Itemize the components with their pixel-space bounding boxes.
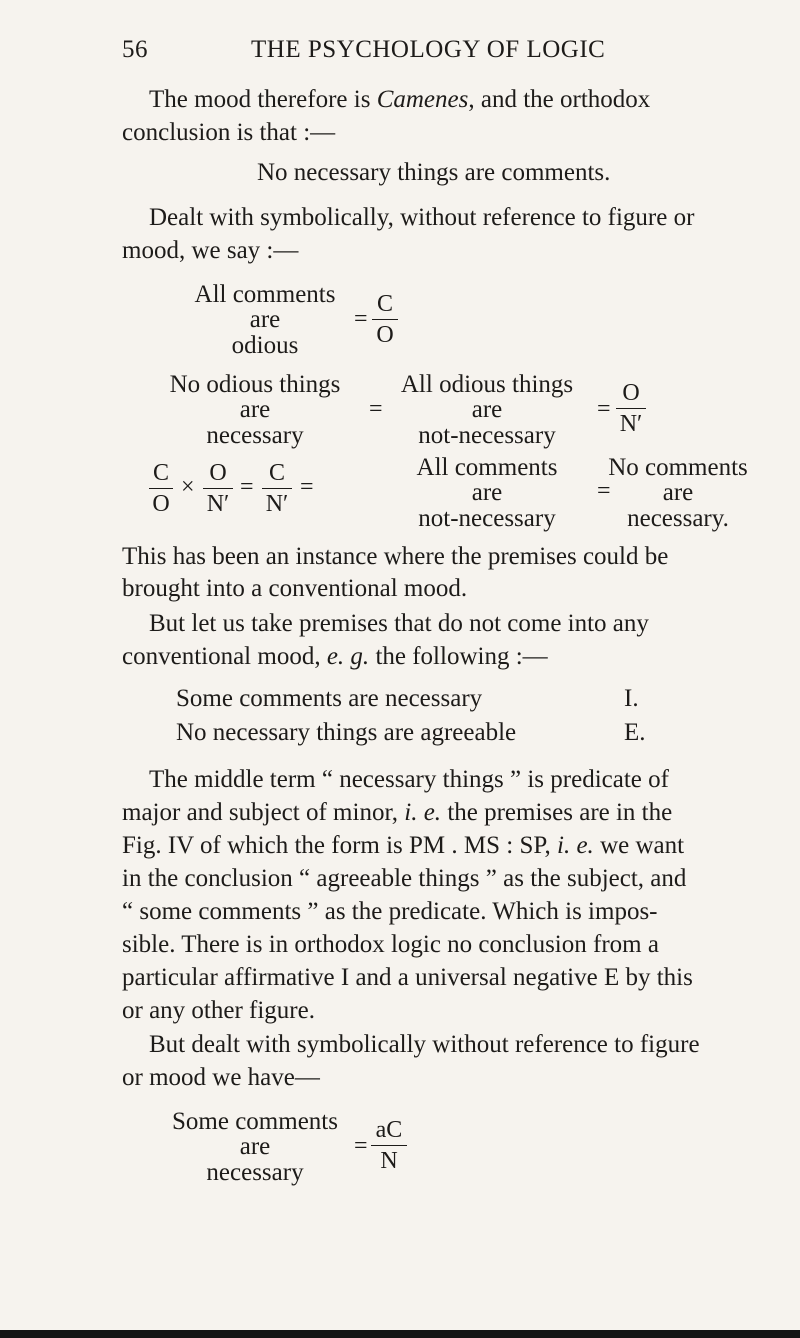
statement-predicate: necessary — [206, 422, 304, 449]
abbrev-eg: e. g. — [326, 643, 370, 670]
paragraph-line: conclusion is that :— — [122, 119, 336, 146]
premise-text: No necessary things are agreeable — [176, 719, 517, 746]
statement-subject: No odious things — [169, 371, 341, 398]
conclusion-statement: No necessary things are comments. — [257, 159, 611, 186]
paragraph-line: Dealt with symbolically, without reference to figure or — [149, 204, 695, 231]
paragraph-line: But dealt with symbolically without reference to figure — [149, 1031, 700, 1058]
equals-sign: = — [240, 474, 254, 500]
equals-sign: = — [597, 396, 611, 422]
fraction-o-over-n-prime: O N′ — [616, 381, 646, 436]
premise-text: Some comments are necessary — [176, 685, 483, 712]
times-sign: × — [181, 474, 195, 500]
equals-sign: = — [369, 396, 383, 422]
paragraph-line: or mood we have— — [122, 1064, 320, 1091]
statement-subject: All comments — [194, 281, 336, 308]
paragraph-line: brought into a conventional mood. — [122, 575, 468, 602]
equals-sign: = — [354, 1133, 368, 1159]
page-bottom-edge — [0, 1330, 800, 1338]
paragraph-line: sible. There is in orthodox logic no conclusion from a — [122, 931, 659, 958]
fraction-ac-over-n: aC N — [371, 1118, 407, 1173]
paragraph-line: or any other figure. — [122, 997, 315, 1024]
running-title: THE PSYCHOLOGY OF LOGIC — [251, 36, 606, 63]
statement-copula: are — [249, 306, 281, 333]
statement-predicate: odious — [231, 332, 299, 359]
paragraph-line: This has been an instance where the premises could be — [122, 543, 669, 570]
paragraph-line: conventional mood, e. g. the following :— — [122, 643, 548, 670]
statement-predicate: necessary — [206, 1159, 304, 1186]
formula-fraction: C N′ — [262, 461, 292, 516]
statement-copula: are — [239, 396, 271, 423]
statement-copula: are — [662, 479, 694, 506]
paragraph-line: Fig. IV of which the form is PM . MS : SP, i. e. we want — [122, 832, 685, 859]
statement-subject: No comments — [608, 454, 748, 481]
paragraph-line: The middle term “ necessary things ” is predicate of — [149, 766, 669, 793]
paragraph-line: But let us take premises that do not come into any — [149, 610, 649, 637]
statement-copula: are — [239, 1133, 271, 1160]
mood-name: Camenes — [376, 86, 469, 113]
statement-predicate: not-necessary — [418, 505, 556, 532]
premise-code: I. — [624, 685, 639, 712]
paragraph-line: major and subject of minor, i. e. the premises are in the — [122, 799, 673, 826]
premise-code: E. — [624, 719, 646, 746]
statement-subject: Some comments — [172, 1108, 338, 1135]
fraction-c-over-o: C O — [372, 292, 398, 347]
paragraph-line: The mood therefore is Camenes, and the orthodox — [149, 86, 651, 113]
statement-subject: All comments — [416, 454, 558, 481]
paragraph-line: “ some comments ” as the predicate. Which is impos- — [122, 898, 658, 925]
statement-copula: are — [471, 479, 503, 506]
statement-predicate: necessary. — [627, 505, 729, 532]
statement-copula: are — [471, 396, 503, 423]
formula-fraction: C O — [149, 461, 173, 516]
paragraph-line: mood, we say :— — [122, 237, 299, 264]
page-number: 56 — [122, 36, 148, 63]
paragraph-line: particular affirmative I and a universal negative E by this — [122, 964, 693, 991]
paragraph-line: in the conclusion “ agreeable things ” as the subject, and — [122, 865, 687, 892]
equals-sign: = — [300, 474, 314, 500]
statement-predicate: not-necessary — [418, 422, 556, 449]
equals-sign: = — [354, 306, 368, 332]
equals-sign: = — [597, 478, 611, 504]
statement-subject: All odious things — [400, 371, 574, 398]
formula-fraction: O N′ — [203, 461, 233, 516]
